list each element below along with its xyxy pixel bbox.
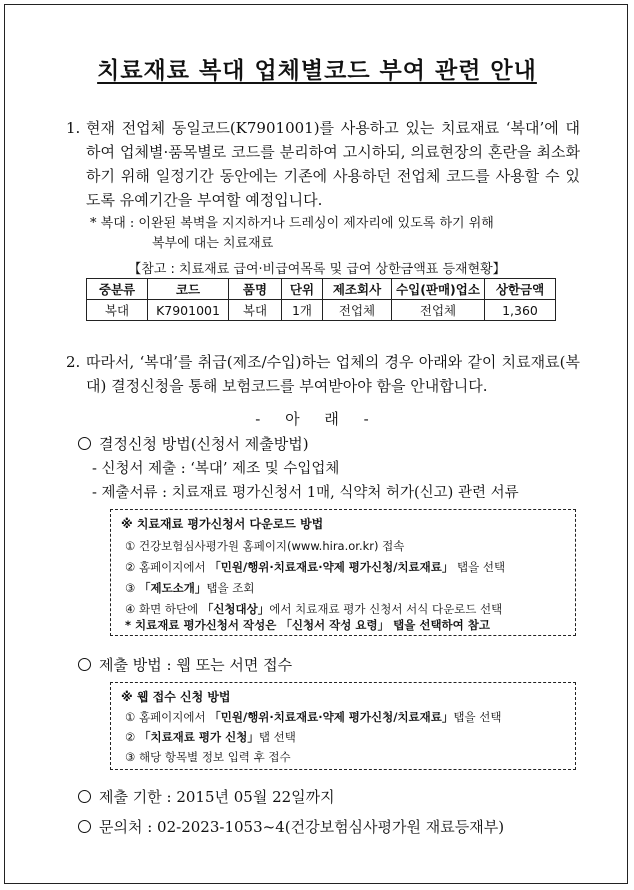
table-header: 상한금액 <box>485 279 556 300</box>
download-method-box <box>110 509 576 636</box>
web-step-1: ① 홈페이지에서 「민원/행위·치료재료·약제 평가신청/치료재료」탭을 선택 <box>125 710 502 724</box>
code-table <box>86 278 556 321</box>
table-cell: 복대 <box>229 300 282 321</box>
paragraph-2-number: 2. <box>66 353 81 371</box>
paragraph-2 <box>66 350 580 398</box>
table-cell: 전업체 <box>323 300 392 321</box>
table-cell: K7901001 <box>148 300 229 321</box>
web-application-heading: ※ 웹 접수 신청 방법 <box>121 690 231 704</box>
circle-bullet-icon <box>78 437 91 450</box>
table-row <box>87 300 556 321</box>
download-step-2: ② 홈페이지에서 「민원/행위·치료재료·약제 평가신청/치료재료」 탭을 선택 <box>125 560 506 574</box>
paragraph-1-number: 1. <box>66 119 81 137</box>
contact-line <box>78 816 504 838</box>
table-cell: 1개 <box>282 300 323 321</box>
section-application-method <box>78 433 309 455</box>
table-header: 수입(판매)업소 <box>392 279 485 300</box>
table-cell: 복대 <box>87 300 148 321</box>
table-cell: 1,360 <box>485 300 556 321</box>
download-step-4: ④ 화면 하단에 「신청대상」에서 치료재료 평가 신청서 서식 다운로드 선택 <box>125 602 503 616</box>
table-header: 제조회사 <box>323 279 392 300</box>
web-step-3: ③ 해당 항목별 정보 입력 후 접수 <box>125 750 291 764</box>
circle-bullet-icon <box>78 790 91 803</box>
footnote-line-2: 복부에 대는 치료재료 <box>152 236 274 251</box>
table-header: 코드 <box>148 279 229 300</box>
section-submission-title: 제출 방법 : 웹 또는 서면 접수 <box>99 656 293 674</box>
web-application-box <box>110 682 576 770</box>
web-step-2: ② 「치료재료 평가 신청」탭 선택 <box>125 730 296 744</box>
reference-caption: 【참고 : 치료재료 급여·비급여목록 및 급여 상한금액표 등재현황】 <box>128 262 506 277</box>
table-header: 중분류 <box>87 279 148 300</box>
contact-text: 문의처 : 02-2023-1053~4(건강보험심사평가원 재료등재부) <box>99 818 505 836</box>
below-heading: - 아 래 - <box>255 410 379 428</box>
document-title: 치료재료 복대 업체별코드 부여 관련 안내 <box>97 58 537 84</box>
paragraph-2-text: 따라서, ‘복대’를 취급(제조/수입)하는 업체의 경우 아래와 같이 치료재료(복대) 결정신청을 통해 보험코드를 부여받아야 함을 안내합니다. <box>86 353 580 395</box>
paragraph-1-text: 현재 전업체 동일코드(K7901001)를 사용하고 있는 치료재료 ‘복대’에 대하여 업체별·품목별로 코드를 분리하여 고시하되, 의료현장의 혼란을 최소화하기 위해 일정기간 동안에는 기존에 사용하던 전업체 코드를 사용할 수 있도록 유예기간을 부여할 예정입니다. <box>86 119 580 209</box>
download-note: * 치료재료 평가신청서 작성은 「신청서 작성 요령」 탭을 선택하여 참고 <box>125 618 490 632</box>
download-step-1: ① 건강보험심사평가원 홈페이지(www.hira.or.kr) 접속 <box>125 539 405 553</box>
submitter-line: - 신청서 제출 : ‘복대’ 제조 및 수입업체 <box>92 461 340 477</box>
circle-bullet-icon <box>78 658 91 671</box>
section-submission-method <box>78 654 292 676</box>
table-cell: 전업체 <box>392 300 485 321</box>
deadline-line <box>78 786 335 808</box>
table-header: 단위 <box>282 279 323 300</box>
footnote <box>90 214 610 254</box>
circle-bullet-icon <box>78 820 91 833</box>
download-step-3: ③ 「제도소개」탭을 조회 <box>125 581 255 595</box>
section-application-title: 결정신청 방법(신청서 제출방법) <box>99 435 309 453</box>
download-method-heading: ※ 치료재료 평가신청서 다운로드 방법 <box>121 517 324 531</box>
deadline-text: 제출 기한 : 2015년 05월 22일까지 <box>99 788 335 806</box>
table-header-row <box>87 279 556 300</box>
footnote-line-1: * 복대 : 이완된 복벽을 지지하거나 드레싱이 제자리에 있도록 하기 위해 <box>90 216 494 231</box>
documents-line: - 제출서류 : 치료재료 평가신청서 1매, 식약처 허가(신고) 관련 서류 <box>92 485 519 501</box>
table-header: 품명 <box>229 279 282 300</box>
paragraph-1 <box>66 116 580 212</box>
